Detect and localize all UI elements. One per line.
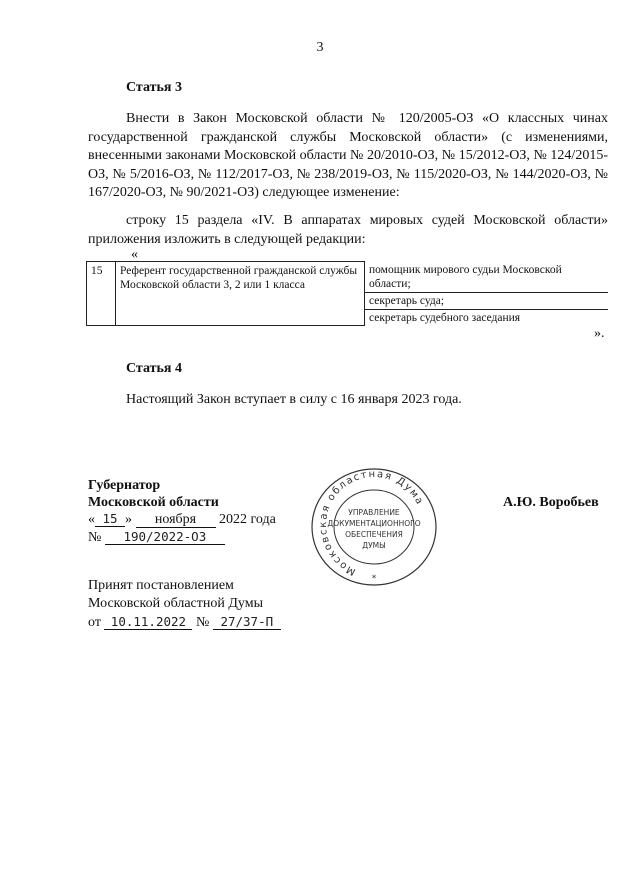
governor-title-line-2: Московской области [88,495,219,510]
amendment-table [86,261,608,326]
official-stamp [302,463,446,591]
article-4-text: Настоящий Закон вступает в силу с 16 января 2023 года. [126,392,462,407]
law-number-label: № [88,530,102,545]
adoption-line-2: Московской областной Думы [88,596,263,611]
table-cell-positions [365,262,609,326]
adoption-from-label: от [88,615,101,630]
stamp-ring-text: Московская областная Дума [317,468,426,577]
article-3-heading: Статья 3 [126,80,182,95]
table-cell-rank: Референт государственной гражданской службы Московской области 3, 2 или 1 класса [116,262,365,326]
page-number: 3 [316,40,324,55]
law-number-line [88,528,225,547]
adoption-number: 27/37-П [213,613,281,630]
signing-year: 2022 года [219,512,276,527]
position-item: помощник мирового судьи Московской области; [365,262,608,293]
date-quote-close: » [125,512,132,527]
signing-day: 15 [95,510,125,527]
stamp-center-line: ДОКУМЕНТАЦИОННОГО [327,519,421,528]
signing-date [88,510,276,529]
stamp-center-line: УПРАВЛЕНИЕ [348,508,400,517]
quote-open-mark: « [131,247,138,262]
position-item: секретарь судебного заседания [369,311,521,324]
quote-close-mark: ». [594,326,605,341]
law-number: 190/2022-ОЗ [105,528,225,545]
stamp-center-line: ДУМЫ [362,541,386,550]
adoption-date: 10.11.2022 [104,613,192,630]
signing-month: ноября [136,511,216,528]
stamp-center-line: ОБЕСПЕЧЕНИЯ [345,530,403,539]
article-3-paragraph-1: Внести в Закон Московской области № 120/2005-ОЗ «О классных чинах государственной гражданской службы Московской области» (с изменениями, внесенными законами Московской области № 20/2010-ОЗ, № 15/2012-ОЗ, № 124/2015-ОЗ, № 5/2016-ОЗ, № 112/2017-ОЗ, № 238/2019-ОЗ, № 115/2020-ОЗ, № 144/2020-ОЗ, № 167/2020-ОЗ, № 90/2021-ОЗ) следующее изменение: [88,111,608,200]
stamp-star-icon: * [371,574,377,584]
position-item: секретарь суда; [365,293,608,310]
governor-title-line-1: Губернатор [88,478,161,493]
article-4-heading: Статья 4 [126,361,182,376]
adoption-date-line [88,613,281,632]
table-cell-number: 15 [87,262,116,326]
date-quote-open: « [88,512,95,527]
adoption-number-label: № [195,615,210,630]
adoption-line-1: Принят постановлением [88,578,234,593]
table-row [87,262,609,326]
governor-name: А.Ю. Воробьев [503,495,599,510]
article-3-paragraph-2: строку 15 раздела «IV. В аппаратах мировых судей Московской области» приложения изложить в следующей редакции: [88,213,608,247]
